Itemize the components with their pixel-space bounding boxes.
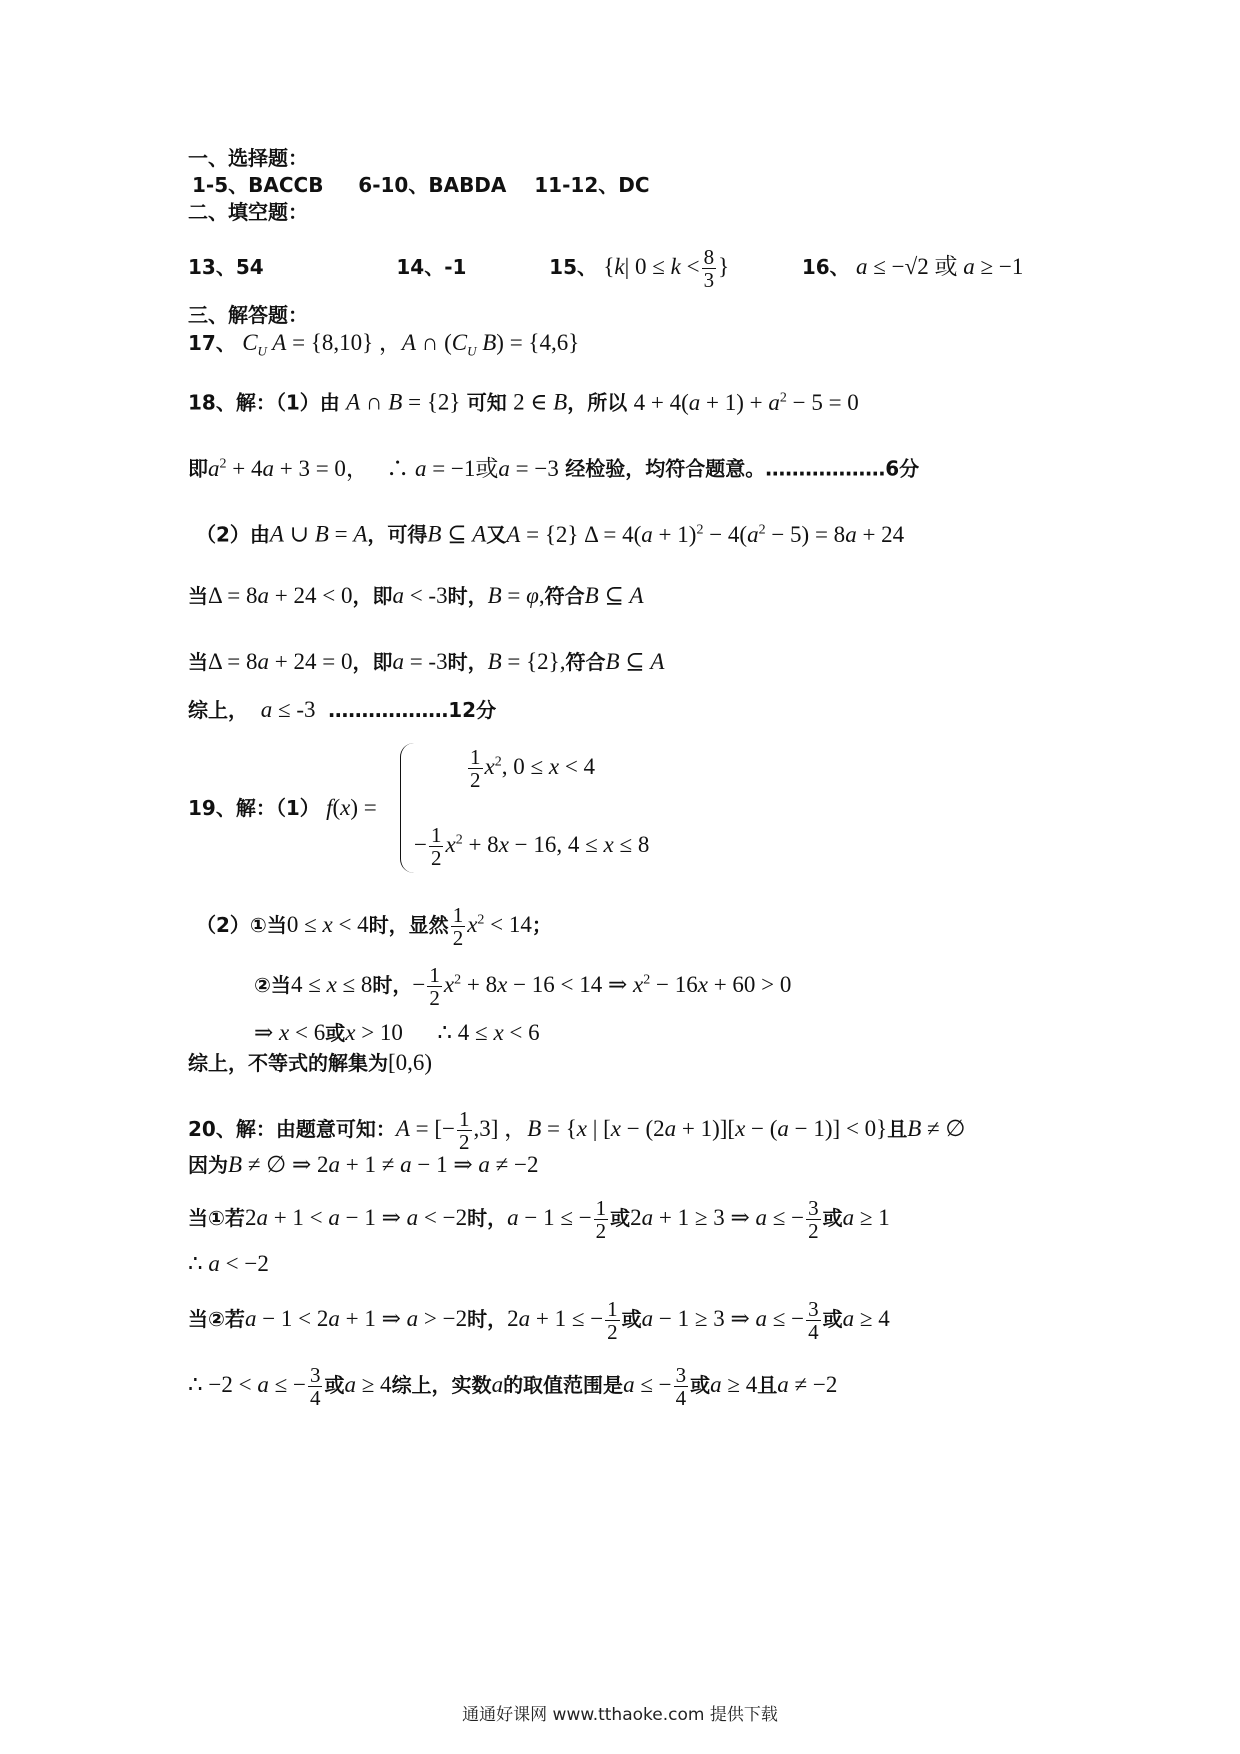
q18-text: ，所以	[567, 390, 628, 415]
q19-line-5: 综上，不等式的解集为[0,6)	[188, 1050, 433, 1075]
q19-text: 时，	[372, 973, 413, 997]
q18-text: 符合	[565, 650, 606, 674]
choice-group-3: 11-12、DC	[534, 173, 650, 197]
q18-text: 即	[188, 456, 208, 481]
answer-15-set: {k| 0 ≤ k <	[603, 254, 700, 279]
q18-line-6: 综上， a ≤ -3 ………………12分	[188, 697, 497, 722]
q18-text: 符合	[544, 584, 585, 608]
q20-text: 且	[887, 1117, 908, 1141]
q18-line-5: 当Δ = 8a + 24 = 0，即a = -3时，B = {2},符合B ⊆ A	[188, 649, 665, 674]
q19-line-2: （2）①当0 ≤ x < 4时，显然 $\frac{1}{2}$ $x^2 < 14$；	[196, 903, 552, 950]
q18-text: 可知	[466, 390, 507, 415]
q18-text: ，即	[352, 650, 393, 674]
q20-label: 20、解：由题意可知：	[188, 1117, 396, 1141]
section-heading-choice: 一、选择题：	[188, 146, 308, 170]
q19-label: 19、解：（1）	[188, 796, 320, 820]
q19-text: （2）①当	[196, 913, 287, 937]
q18-text: ，即	[352, 584, 393, 608]
section-heading-fill: 二、填空题：	[188, 200, 308, 224]
choice-answers	[192, 173, 650, 197]
q20-text: 当①若	[188, 1206, 245, 1230]
q20-text: 时，	[467, 1307, 508, 1331]
q20-text: 综上，实数	[391, 1373, 492, 1397]
q18-text: 时，	[447, 650, 488, 674]
answer-15-label: 15、	[549, 255, 598, 279]
q18-text: 经检验，均符合题意。………………6分	[565, 456, 920, 481]
q17-expr: $C_U$ A = {8,10} ，A ∩ ($C_U$ B) = {4,6}	[242, 330, 580, 359]
q18-line-4: 当Δ = 8a + 24 < 0，即a < -3时，B = φ,符合B ⊆ A	[188, 583, 644, 608]
fill-answers: 13、54 14、-1 15、 {k| 0 ≤ k < $\frac{8}{3}$ } 16、 a ≤ −√2 或 a ≥ −1	[188, 245, 1024, 292]
q20-line-6: ∴ −2 < a ≤ − $\frac{3}{4}$ 或a ≥ 4综上，实数a的取值范围是a ≤ − $\frac{3}{4}$ 或a ≥ 4且a ≠ −2	[188, 1363, 838, 1410]
q19-case-1: $\frac{1}{2}$ $x^2$, 0 ≤ x < 4	[470, 745, 596, 792]
q18-text: 时，	[447, 584, 488, 608]
q18-text: 当	[188, 650, 208, 674]
choice-group-2: 6-10、BABDA	[358, 173, 507, 197]
q19-text: 或	[325, 1021, 346, 1045]
q20-line-1: 20、解：由题意可知：A = [− $\frac{1}{2}$ ,3] ，B = {x | [x − (2a + 1)][x − (a − 1)] < 0}且B ≠ ∅	[188, 1107, 966, 1154]
q20-text: 因为	[188, 1153, 228, 1177]
q20-text: 或	[621, 1307, 642, 1331]
q18-text: ………………12分	[328, 698, 497, 722]
q20-text: 或	[324, 1373, 345, 1397]
q18-line-3: （2）由A ∪ B = A，可得B ⊆ A又A = {2} $\Delta = 4(a + 1)^2 - 4(a^2 - 5) = 8a + 24$	[196, 521, 905, 547]
q18-text: 又	[486, 522, 507, 547]
q20-line-3: 当①若2a + 1 < a − 1 ⇒ a < −2时，a − 1 ≤ − $\frac{1}{2}$ 或2a + 1 ≥ 3 ⇒ a ≤ − $\frac{3}{2}$ 或a ≥ 1	[188, 1196, 890, 1243]
q20-text: 或	[822, 1206, 843, 1230]
q19-case-2: − $\frac{1}{2}$ $x^2 + 8x - 16$, 4 ≤ x ≤ 8	[414, 823, 650, 870]
q18-text: ，可得	[367, 522, 428, 547]
q20-line-2: 因为B ≠ ∅ ⇒ 2a + 1 ≠ a − 1 ⇒ a ≠ −2	[188, 1152, 539, 1177]
q20-text: 时，	[467, 1206, 508, 1230]
q17-line	[188, 331, 579, 364]
q18-line-2: 即$a^2 + 4a + 3 = 0$， ∴ a = −1或a = −3 经检验，均符合题意。………………6分	[188, 455, 920, 481]
q20-text: 且	[757, 1373, 778, 1397]
q19-text: ②当	[254, 973, 291, 997]
section-heading-solution: 三、解答题：	[188, 303, 308, 327]
q20-text: 当②若	[188, 1307, 245, 1331]
q20-text: 的取值范围是	[503, 1373, 624, 1397]
answer-14: 14、-1	[396, 255, 467, 279]
answer-13: 13、54	[188, 255, 264, 279]
q20-line-5: 当②若a − 1 < 2a + 1 ⇒ a > −2时，2a + 1 ≤ − $\frac{1}{2}$ 或a − 1 ≥ 3 ⇒ a ≤ − $\frac{3}{4}$ 或a ≥ 4	[188, 1297, 890, 1344]
fraction-8-3: $\frac{8}{3}$	[703, 245, 715, 292]
q20-text: 或	[822, 1307, 843, 1331]
q20-text: 或	[610, 1206, 631, 1230]
q19-line-3: ②当4 ≤ x ≤ 8时，− $\frac{1}{2}$ $x^2 + 8x - 16 < 14$ ⇒ $x^2 - 16x + 60 > 0$	[254, 963, 792, 1010]
q19-text: 时，显然	[368, 913, 449, 937]
q19-line-1: 19、解：（1） f(x) =	[188, 795, 377, 820]
q18-label: 18、解：（1）由	[188, 390, 340, 415]
q20-line-4: ∴ a < −2	[188, 1251, 269, 1276]
q17-label: 17、	[188, 331, 236, 355]
q19-text: 综上，不等式的解集为	[188, 1051, 388, 1075]
footer-watermark: 通通好课网 www.tthaoke.com 提供下载	[462, 1705, 778, 1725]
q18-text: 综上，	[188, 698, 248, 722]
q19-line-4: ⇒ x < 6或x > 10 ∴ 4 ≤ x < 6	[254, 1020, 540, 1045]
q19-text: ；	[531, 913, 552, 937]
answer-16-label: 16、	[801, 255, 850, 279]
q20-text: 或	[690, 1373, 711, 1397]
q18-text: （2）由	[196, 522, 270, 547]
q18-line-1: 18、解：（1）由 A ∩ B = {2} 可知 2 ∈ B，所以 $4 + 4(a + 1) + a^2 - 5 = 0$	[188, 389, 859, 415]
choice-group-1: 1-5、BACCB	[192, 173, 324, 197]
answer-16-expr: a ≤ −√2 或 a ≥ −1	[856, 254, 1024, 279]
q18-text: 当	[188, 584, 208, 608]
